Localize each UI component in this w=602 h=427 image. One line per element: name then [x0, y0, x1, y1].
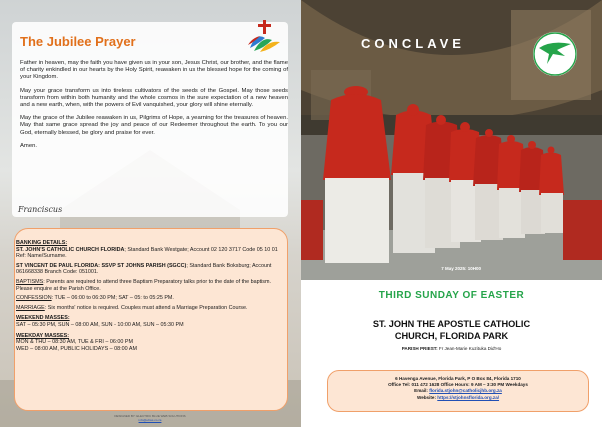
- confession-label: CONFESSION: [16, 295, 52, 302]
- conclave-banner: CONCLAVE: [361, 36, 465, 51]
- baptism-notice: [16, 279, 278, 292]
- contact-website: [327, 395, 589, 401]
- banking-svdp-details: ; Standard Bank Boksburg; Account 061668338 Branch Code: 051001.: [16, 262, 272, 276]
- contact-address: 6 Havenga Avenue, Florida Park, P O Box 84, Florida 1710: [395, 376, 521, 381]
- parish-priest-name: Fr Jean-Marie Kuzituka Did'Ho: [437, 346, 502, 351]
- contact-website-link[interactable]: https://stjohnsflorida.org.za/: [437, 394, 500, 400]
- contact-office: Office Tel: 011 472 1628 Office Hours: 9 AM – 3:30 PM Weekdays: [388, 382, 528, 388]
- contact-details: [327, 376, 589, 401]
- marriage-notice: [16, 305, 278, 312]
- confession-text: : TUE – 06:00 to 06:30 PM; SAT – 05: to 05:25 PM.: [51, 295, 174, 302]
- parish-priest: [301, 346, 602, 351]
- weekend-masses-heading: WEEKEND MASSES:: [16, 315, 70, 322]
- design-credit-line: DESIGNED BY: ELECTRIC BLUE WEB SOLUTIONS: [114, 414, 186, 418]
- weekday-masses-heading: WEEKDAY MASSES:: [16, 332, 70, 339]
- liturgical-sunday: THIRD SUNDAY OF EASTER: [378, 290, 525, 301]
- pope-signature: Franciscus: [18, 205, 63, 214]
- contact-website-label: Website:: [416, 394, 438, 400]
- banking-church-details: ; Standard Bank Westgate; Account 02 120 3717 Code 05 10 01 Ref: Name/Surname.: [16, 246, 278, 260]
- church-name-line: CHURCH, FLORIDA PARK: [394, 331, 509, 341]
- church-name-line: ST. JOHN THE APOSTLE CATHOLIC: [372, 319, 531, 329]
- design-credit-email[interactable]: info@ebws.co.za: [138, 418, 162, 422]
- prayer-paragraph: May the grace of the Jubilee reawaken in us, Pilgrims of Hope, a yearning for the treasures of heaven. May that same grace spread the joy and peace of our Redeemer throughout the earth. To you our God, eternally blessed, be glory and praise for ever.: [20, 115, 288, 136]
- baptism-label: BAPTISMS: [16, 278, 44, 285]
- church-name: [301, 318, 602, 342]
- parish-eagle-logo-icon: [531, 30, 579, 78]
- banking-church-label: ST. JOHN'S CATHOLIC CHURCH FLORIDA: [16, 246, 125, 253]
- prayer-title: The Jubilee Prayer: [20, 34, 136, 49]
- prayer-text: [20, 60, 288, 156]
- baptism-text: : Parents are required to attend three Baptism Preparatory talks prior to the date of the baptism. Please enquire at the Parish Office.: [16, 278, 271, 292]
- contact-email-link[interactable]: florida.stjohn@catholicjhb.org.za: [429, 388, 502, 394]
- prayer-paragraph: May your grace transform us into tireless cultivators of the seeds of the Gospel. May those seeds transform from within both humanity and the whole cosmos in the sure expectation of a new heaven and a new earth, when, with the powers of Evil vanquished, your glory will shine eternally.: [20, 87, 288, 109]
- confession-notice: [16, 295, 278, 302]
- design-credit: [70, 414, 230, 422]
- marriage-text: : Six months' notice is required. Couples must attend a Marriage Preparation Course.: [44, 304, 248, 311]
- parish-priest-label: PARISH PRIEST:: [401, 346, 438, 351]
- prayer-amen: Amen.: [20, 142, 38, 149]
- weekday-masses-line: MON & THU – 08:30 AM, TUE & FRI – 06:00 PM: [16, 339, 133, 346]
- banking-heading: BANKING DETAILS:: [16, 240, 68, 246]
- jubilee-logo-icon: [246, 18, 284, 58]
- notices-content: [16, 240, 278, 352]
- marriage-label: MARRIAGE: [16, 304, 45, 311]
- prayer-paragraph: Father in heaven, may the faith you have given us in your son, Jesus Christ, our brother, and the flame of charity enkindled in our hearts by the Holy Spirit, reawaken in us the blessed hope for the coming of your Kingdom.: [20, 60, 288, 81]
- photo-date: 7 May 2025: 10H00: [441, 266, 481, 271]
- weekend-masses-times: SAT – 05:30 PM, SUN – 08:00 AM, SUN - 10:00 AM, SUN – 05:30 PM: [16, 321, 184, 328]
- banking-svdp-label: ST VINCENT DE PAUL FLORIDA: SSVP ST JOHNS PARISH (SGCC): [16, 262, 187, 269]
- right-page: [301, 0, 602, 427]
- banking-church: [16, 247, 278, 260]
- contact-email-label: Email:: [414, 388, 430, 394]
- weekday-masses-line: WED – 08:00 AM, PUBLIC HOLIDAYS – 08:00 AM: [16, 345, 137, 352]
- banking-svdp: [16, 263, 278, 276]
